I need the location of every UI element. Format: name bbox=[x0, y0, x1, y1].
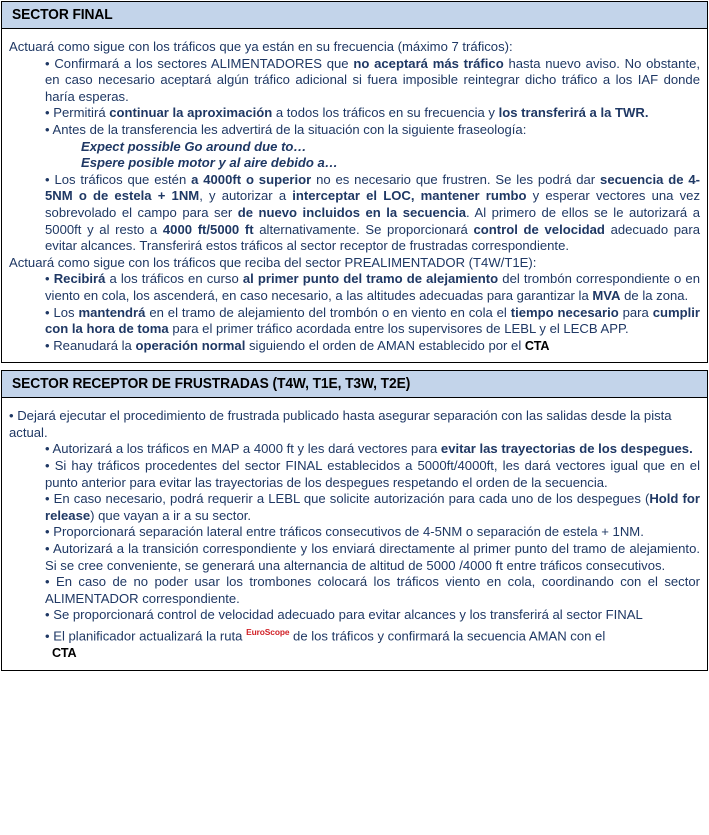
list-item: • Reanudará la operación normal siguiendo el orden de AMAN establecido por el CTA bbox=[45, 337, 550, 353]
section-header-sector-receptor bbox=[2, 371, 707, 398]
section-body-sector-final bbox=[2, 29, 707, 362]
list-item: • Si hay tráficos procedentes del sector FINAL establecidos a 5000ft/4000ft, les dará vectores igual que en el punto anterior para evitar las trayectorias de los despegues respetando el orden de la secuencia. bbox=[45, 458, 700, 490]
section-sector-final bbox=[1, 1, 708, 363]
euroscope-label: EuroScope bbox=[246, 627, 290, 637]
list-item: • Proporcionará separación lateral entre tráficos consecutivos de 4-5NM o separación de estela + 1NM. bbox=[45, 524, 644, 540]
list-item: • Los tráficos que estén a 4000ft o superior no es necesario que frustren. Se les podrá dar secuencia de 4-5NM o de estela + 1NM, y autorizar a interceptar el LOC, mantener rumbo y esperar vectores una vez sobrevolado el campo para ser de nuevo incluidos en la secuencia. Al primero de ellos se le autorizará a 5000ft y al resto a 4000 ft/5000 ft alternativamente. Se proporcionará control de velocidad adecuado para evitar alcances. Transferirá estos tráficos al sector receptor de frustradas correspondiente. bbox=[45, 171, 701, 254]
list-item: • En caso de no poder usar los trombones colocará los tráficos viento en cola, coordinando con el sector ALIMENTADOR correspondiente. bbox=[45, 574, 700, 606]
cta-label: CTA bbox=[52, 645, 77, 660]
list-item-continuation bbox=[9, 645, 700, 662]
list-item: • Antes de la transferencia les advertirá de la situación con la siguiente fraseología: bbox=[45, 121, 527, 137]
section-header-label: SECTOR FINAL bbox=[12, 6, 113, 23]
list-item: • Los mantendrá en el tramo de alejamiento del trombón o en viento en cola el tiempo necesario para cumplir con la hora de toma para el primer tráfico acordada entre los supervisores de LEBL y el LECB APP. bbox=[45, 304, 700, 337]
list-item bbox=[9, 624, 700, 645]
list-item-text: de los tráficos y confirmará la secuencia AMAN con el bbox=[289, 628, 606, 644]
list-item: • Dejará ejecutar el procedimiento de frustrada publicado hasta asegurar separación con las salidas desde la pista actual. bbox=[9, 408, 672, 440]
list-item: • Permitirá continuar la aproximación a todos los tráficos en su frecuencia y los transferirá a la TWR. bbox=[45, 105, 649, 121]
phraseology-line: Expect possible Go around due to… bbox=[81, 138, 307, 154]
cta-label: CTA bbox=[524, 338, 550, 353]
list-item: • Recibirá a los tráficos en curso al primer punto del tramo de alejamiento del trombón correspondiente o en viento en cola, los ascenderá, en caso necesario, a las altitudes adecuadas para garantizar la MVA de la zona. bbox=[45, 271, 700, 303]
section-header-sector-final bbox=[2, 2, 707, 29]
document-page bbox=[0, 1, 709, 835]
phraseology-line: Espere posible motor y al aire debido a… bbox=[81, 155, 338, 171]
paragraph-lead: Actuará como sigue con los tráficos que ya están en su frecuencia (máximo 7 tráficos): bbox=[9, 39, 513, 54]
section-body-sector-receptor bbox=[2, 398, 707, 669]
section-sector-receptor-frustradas bbox=[1, 370, 708, 670]
list-item: • Autorizará a la transición correspondiente y los enviará directamente al primer punto del tramo de alejamiento. Si se cree conveniente, se generará una alternancia de altitud de 5000 /4000 ft entre tráficos consecutivos. bbox=[45, 541, 700, 573]
section-divider-gap bbox=[0, 363, 709, 369]
list-item: • En caso necesario, podrá requerir a LEBL que solicite autorización para cada uno de los despegues (Hold for release) que vayan a ir a su sector. bbox=[45, 491, 700, 523]
paragraph-lead: Actuará como sigue con los tráficos que reciba del sector PREALIMENTADOR (T4W/T1E): bbox=[9, 254, 537, 270]
list-item-text: • El planificador actualizará la ruta bbox=[45, 628, 247, 644]
list-item: • Autorizará a los tráficos en MAP a 4000 ft y les dará vectores para evitar las trayectorias de los despegues. bbox=[45, 441, 693, 457]
list-item: • Se proporcionará control de velocidad adecuado para evitar alcances y los transferirá al sector FINAL bbox=[45, 607, 643, 623]
section-header-label: SECTOR RECEPTOR DE FRUSTRADAS (T4W, T1E, T3W, T2E) bbox=[12, 375, 411, 393]
list-item: • Confirmará a los sectores ALIMENTADORES que no aceptará más tráfico hasta nuevo aviso. No obstante, en caso necesario aceptará algún tráfico adicional si fuera imposible reintegrar dicho tráfico a los IAF donde haría esperas. bbox=[45, 55, 701, 104]
